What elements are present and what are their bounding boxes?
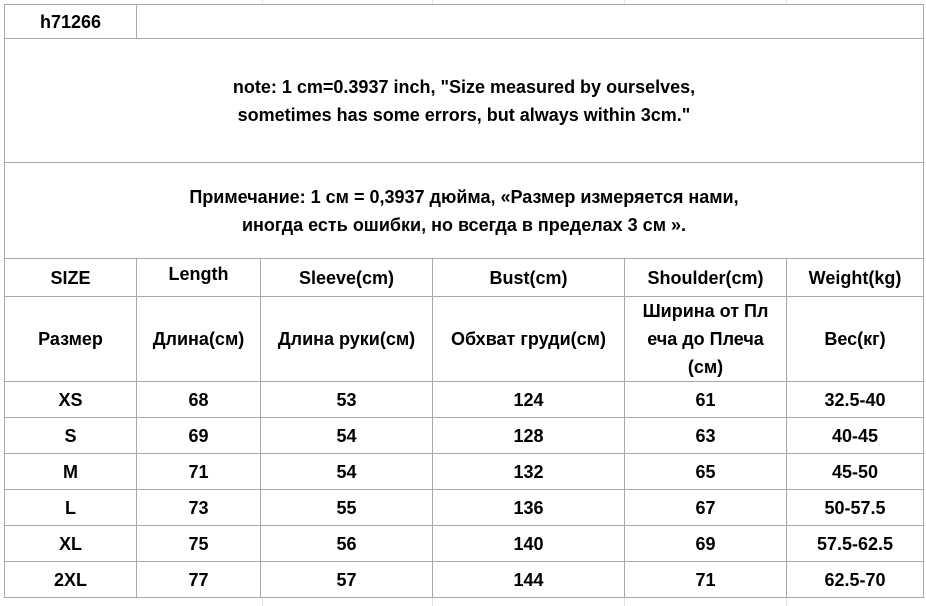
bust-cell[interactable]: 124 — [433, 382, 625, 418]
note-english-line: note: 1 cm=0.3937 inch, "Size measured by ourselves, — [232, 76, 696, 97]
sleeve-cell[interactable]: 54 — [261, 418, 433, 454]
sleeve-cell[interactable]: 53 — [261, 382, 433, 418]
header-length[interactable]: Length — [137, 259, 261, 297]
shoulder-cell[interactable]: 65 — [625, 454, 787, 490]
weight-cell[interactable]: 50-57.5 — [787, 490, 924, 526]
header-length-ru[interactable]: Длина(см) — [137, 297, 261, 382]
header-shoulder-ru-line: еча до Плеча — [647, 329, 764, 349]
header-shoulder-ru-line: (см) — [687, 357, 724, 377]
bust-cell[interactable]: 136 — [433, 490, 625, 526]
size-cell[interactable]: S — [5, 418, 137, 454]
header-bust-ru[interactable]: Обхват груди(см) — [433, 297, 625, 382]
table-row — [5, 454, 924, 490]
header-row-russian — [5, 297, 924, 382]
weight-cell[interactable]: 45-50 — [787, 454, 924, 490]
header-shoulder-ru-line: Ширина от Пл — [642, 301, 769, 321]
sleeve-cell[interactable]: 56 — [261, 526, 433, 562]
bust-cell[interactable]: 144 — [433, 562, 625, 598]
table-row — [5, 562, 924, 598]
length-cell[interactable]: 73 — [137, 490, 261, 526]
size-cell[interactable]: XS — [5, 382, 137, 418]
header-bust[interactable]: Bust(cm) — [433, 259, 625, 297]
size-cell[interactable]: XL — [5, 526, 137, 562]
note-english-line: sometimes has some errors, but always within 3cm." — [237, 104, 691, 125]
length-cell[interactable]: 69 — [137, 418, 261, 454]
sleeve-cell[interactable]: 55 — [261, 490, 433, 526]
shoulder-cell[interactable]: 71 — [625, 562, 787, 598]
size-cell[interactable]: M — [5, 454, 137, 490]
weight-cell[interactable]: 40-45 — [787, 418, 924, 454]
weight-cell[interactable]: 57.5-62.5 — [787, 526, 924, 562]
table-row — [5, 382, 924, 418]
size-chart-table — [4, 4, 924, 598]
header-sleeve-ru[interactable]: Длина руки(см) — [261, 297, 433, 382]
size-cell[interactable]: 2XL — [5, 562, 137, 598]
length-cell[interactable]: 75 — [137, 526, 261, 562]
product-code-row — [5, 5, 924, 39]
note-english[interactable] — [5, 39, 924, 163]
table-row — [5, 418, 924, 454]
header-row-english — [5, 259, 924, 297]
header-sleeve[interactable]: Sleeve(cm) — [261, 259, 433, 297]
bust-cell[interactable]: 140 — [433, 526, 625, 562]
header-shoulder-ru[interactable] — [625, 297, 787, 382]
empty-cell[interactable] — [137, 5, 924, 39]
size-cell[interactable]: L — [5, 490, 137, 526]
header-size[interactable]: SIZE — [5, 259, 137, 297]
shoulder-cell[interactable]: 69 — [625, 526, 787, 562]
sleeve-cell[interactable]: 54 — [261, 454, 433, 490]
header-weight-ru[interactable]: Вес(кг) — [787, 297, 924, 382]
bust-cell[interactable]: 132 — [433, 454, 625, 490]
note-english-row — [5, 39, 924, 163]
table-row — [5, 490, 924, 526]
product-code[interactable]: h71266 — [5, 5, 137, 39]
note-russian-row — [5, 163, 924, 259]
weight-cell[interactable]: 32.5-40 — [787, 382, 924, 418]
note-russian[interactable] — [5, 163, 924, 259]
shoulder-cell[interactable]: 61 — [625, 382, 787, 418]
sleeve-cell[interactable]: 57 — [261, 562, 433, 598]
header-shoulder[interactable]: Shoulder(cm) — [625, 259, 787, 297]
length-cell[interactable]: 68 — [137, 382, 261, 418]
bust-cell[interactable]: 128 — [433, 418, 625, 454]
note-russian-line: иногда есть ошибки, но всегда в пределах 3 см ». — [241, 214, 687, 235]
weight-cell[interactable]: 62.5-70 — [787, 562, 924, 598]
table-row — [5, 526, 924, 562]
note-russian-line: Примечание: 1 см = 0,3937 дюйма, «Размер измеряется нами, — [189, 186, 739, 207]
header-size-ru[interactable]: Размер — [5, 297, 137, 382]
length-cell[interactable]: 71 — [137, 454, 261, 490]
shoulder-cell[interactable]: 67 — [625, 490, 787, 526]
shoulder-cell[interactable]: 63 — [625, 418, 787, 454]
length-cell[interactable]: 77 — [137, 562, 261, 598]
header-weight[interactable]: Weight(kg) — [787, 259, 924, 297]
